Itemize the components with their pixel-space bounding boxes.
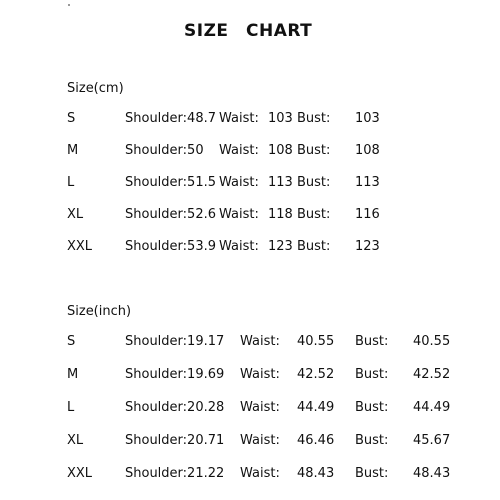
cell-shoulder: Shoulder:21.22 [125, 466, 225, 481]
cell-bust-label: Bust: [297, 111, 331, 126]
cell-shoulder: Shoulder:48.7 [125, 111, 216, 126]
cell-waist: 103 [268, 111, 293, 126]
section-label-cm: Size(cm) [67, 81, 124, 96]
cell-waist-label: Waist: [219, 143, 259, 158]
cell-waist: 40.55 [297, 334, 335, 349]
cell-bust: 123 [355, 239, 380, 254]
cell-bust-label: Bust: [355, 334, 389, 349]
cell-size: L [67, 175, 75, 190]
cell-size: S [67, 111, 76, 126]
cell-shoulder: Shoulder:51.5 [125, 175, 216, 190]
cell-bust: 42.52 [413, 367, 451, 382]
cell-waist: 48.43 [297, 466, 335, 481]
cell-waist-label: Waist: [219, 111, 259, 126]
cell-bust-label: Bust: [297, 207, 331, 222]
cell-bust-label: Bust: [297, 239, 331, 254]
cell-bust: 103 [355, 111, 380, 126]
cell-shoulder: Shoulder:20.71 [125, 433, 225, 448]
cell-bust-label: Bust: [355, 433, 389, 448]
cell-waist-label: Waist: [219, 207, 259, 222]
cell-size: XL [67, 433, 84, 448]
cell-bust-label: Bust: [355, 400, 389, 415]
cell-bust-label: Bust: [355, 367, 389, 382]
cell-waist: 44.49 [297, 400, 335, 415]
cell-waist: 123 [268, 239, 293, 254]
cell-bust: 45.67 [413, 433, 451, 448]
cell-size: M [67, 143, 79, 158]
cell-bust: 108 [355, 143, 380, 158]
cell-bust: 44.49 [413, 400, 451, 415]
title-size: SIZE [184, 21, 229, 41]
cell-shoulder: Shoulder:53.9 [125, 239, 216, 254]
cell-waist-label: Waist: [219, 175, 259, 190]
cell-size: XL [67, 207, 84, 222]
cell-bust: 48.43 [413, 466, 451, 481]
cell-size: XXL [67, 466, 93, 481]
cell-shoulder: Shoulder:19.69 [125, 367, 225, 382]
cell-shoulder: Shoulder:52.6 [125, 207, 216, 222]
cell-bust: 113 [355, 175, 380, 190]
cell-waist: 46.46 [297, 433, 335, 448]
cell-waist: 113 [268, 175, 293, 190]
cell-waist-label: Waist: [240, 433, 280, 448]
cell-bust: 116 [355, 207, 380, 222]
cell-waist-label: Waist: [240, 334, 280, 349]
cell-waist: 108 [268, 143, 293, 158]
cell-waist: 118 [268, 207, 293, 222]
corner-mark [68, 4, 70, 6]
cell-size: S [67, 334, 76, 349]
cell-waist-label: Waist: [219, 239, 259, 254]
cell-waist-label: Waist: [240, 400, 280, 415]
cell-waist: 42.52 [297, 367, 335, 382]
title-chart: CHART [246, 21, 313, 41]
cell-size: M [67, 367, 79, 382]
cell-bust: 40.55 [413, 334, 451, 349]
cell-shoulder: Shoulder:19.17 [125, 334, 225, 349]
cell-size: XXL [67, 239, 93, 254]
cell-bust-label: Bust: [297, 175, 331, 190]
cell-bust-label: Bust: [355, 466, 389, 481]
cell-bust-label: Bust: [297, 143, 331, 158]
cell-size: L [67, 400, 75, 415]
cell-waist-label: Waist: [240, 466, 280, 481]
section-label-inch: Size(inch) [67, 304, 132, 319]
cell-shoulder: Shoulder:20.28 [125, 400, 225, 415]
cell-shoulder: Shoulder:50 [125, 143, 204, 158]
cell-waist-label: Waist: [240, 367, 280, 382]
